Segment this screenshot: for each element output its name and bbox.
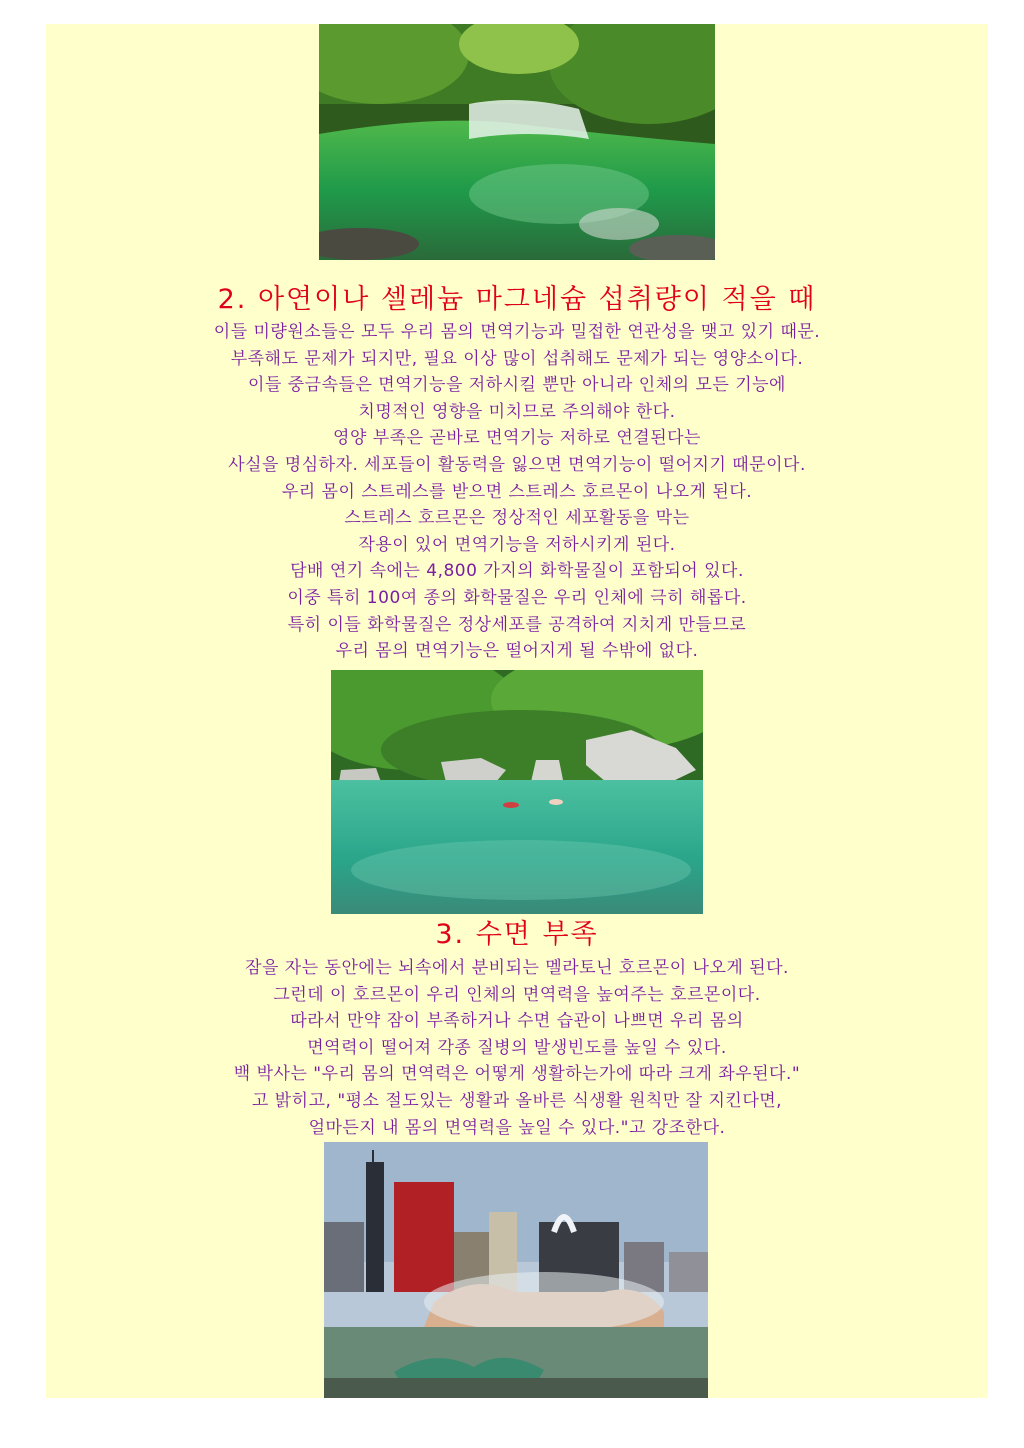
section3-line: 고 밝히고, "평소 절도있는 생활과 올바른 식생활 원칙만 잘 지킨다면, xyxy=(251,1090,783,1111)
section3-heading: 3. 수면 부족 xyxy=(435,919,599,950)
document-page xyxy=(46,24,988,1398)
section3-line: 면역력이 떨어져 각종 질병의 발생빈도를 높일 수 있다. xyxy=(307,1037,727,1058)
section2-line: 사실을 명심하자. 세포들이 활동력을 잃으면 면역기능이 떨어지기 때문이다. xyxy=(228,454,806,475)
forest-stream-photo xyxy=(319,24,715,260)
city-fountain-photo xyxy=(324,1142,708,1398)
section3-line: 따라서 만약 잠이 부족하거나 수면 습관이 나쁘면 우리 몸의 xyxy=(290,1011,744,1032)
section2-line: 치명적인 영향을 미치므로 주의해야 한다. xyxy=(358,401,676,422)
section2-line: 특히 이들 화학물질은 정상세포를 공격하여 지치게 만들므로 xyxy=(287,614,747,635)
section2-line: 이들 미량원소들은 모두 우리 몸의 면역기능과 밀접한 연관성을 맺고 있기 때문. xyxy=(213,322,821,342)
section2-line: 우리 몸의 면역기능은 떨어지게 될 수밖에 없다. xyxy=(335,641,699,662)
section2-line: 우리 몸이 스트레스를 받으면 스트레스 호르몬이 나오게 된다. xyxy=(281,481,753,502)
section2-line: 부족해도 문제가 되지만, 필요 이상 많이 섭취해도 문제가 되는 영양소이다. xyxy=(230,348,804,369)
section3-line: 잠을 자는 동안에는 뇌속에서 분비되는 멜라토닌 호르몬이 나오게 된다. xyxy=(245,958,789,978)
section3-line: 백 박사는 "우리 몸의 면역력은 어떻게 생활하는가에 따라 크게 좌우된다." xyxy=(233,1064,801,1085)
section3-body xyxy=(46,955,988,1141)
section2-line: 영양 부족은 곧바로 면역기능 저하로 연결된다는 xyxy=(333,428,701,449)
river-swimmers-photo xyxy=(331,670,703,914)
section2-line: 이중 특히 100여 종의 화학물질은 우리 인체에 극히 해롭다. xyxy=(287,587,747,608)
section2-line: 이들 중금속들은 면역기능을 저하시킬 뿐만 아니라 인체의 모든 기능에 xyxy=(248,375,786,396)
section2-line: 작용이 있어 면역기능을 저하시키게 된다. xyxy=(358,534,676,555)
section2-line: 스트레스 호르몬은 정상적인 세포활동을 막는 xyxy=(344,508,690,529)
section2-line: 담배 연기 속에는 4,800 가지의 화학물질이 포함되어 있다. xyxy=(290,561,744,582)
section2-heading: 2. 아연이나 셀레늄 마그네슘 섭취량이 적을 때 xyxy=(217,284,817,315)
section3-line: 그런데 이 호르몬이 우리 인체의 면역력을 높여주는 호르몬이다. xyxy=(273,984,761,1005)
section3-line: 얼마든지 내 몸의 면역력을 높일 수 있다."고 강조한다. xyxy=(308,1117,726,1138)
section2-body xyxy=(46,319,988,665)
